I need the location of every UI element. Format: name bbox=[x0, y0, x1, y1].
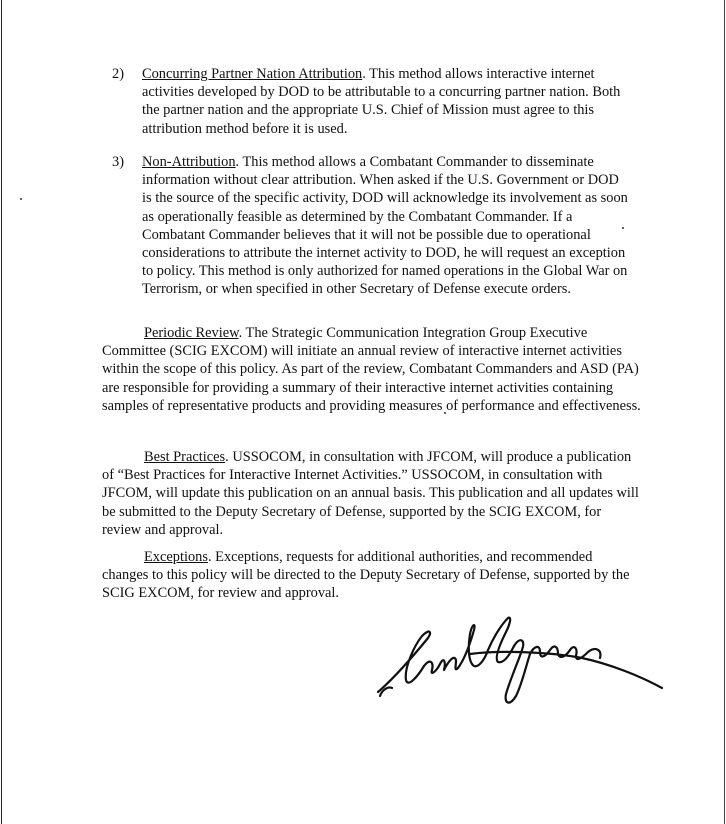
paragraph-body: . USSOCOM, in consultation with JFCOM, will produce a publication of “Best Practices for Interactive Internet Activities.” USSOCOM, in consultation with JFCOM, will update this publication on an annual basis. This publication and all updates will be submitted to the Deputy Secretary of Defense, supported by the SCIG EXCOM, for review and approval. bbox=[102, 449, 639, 538]
paragraph-exceptions bbox=[102, 548, 642, 603]
list-item-number: 2) bbox=[112, 66, 124, 82]
list-item-text bbox=[142, 153, 632, 299]
paragraph-heading: Exceptions bbox=[144, 549, 208, 565]
list-item-non-attribution bbox=[112, 153, 632, 299]
list-item-concurring-partner bbox=[112, 65, 632, 138]
paragraph-periodic-review bbox=[102, 324, 642, 415]
handwritten-signature bbox=[370, 610, 670, 730]
list-item-heading: Non-Attribution bbox=[142, 154, 236, 170]
scan-speck bbox=[20, 198, 22, 200]
paragraph-body: . Exceptions, requests for additional authorities, and recommended changes to this policy will be directed to the Deputy Secretary of Defense, supported by the SCIG EXCOM, for review and approval. bbox=[102, 549, 630, 602]
list-item-text bbox=[142, 65, 632, 138]
paragraph-heading: Best Practices bbox=[144, 449, 226, 465]
paragraph-heading: Periodic Review bbox=[144, 325, 239, 341]
paragraph-body: . The Strategic Communication Integration Group Executive Committee (SCIG EXCOM) will initiate an annual review of interactive internet activities within the scope of this policy. As part of the review, Combatant Commanders and ASD (PA) are responsible for providing a summary of their interactive internet activities containing samples of representative products and providing measures of performance and effectiveness. bbox=[102, 325, 641, 414]
list-item-body: . This method allows a Combatant Commander to disseminate information without clear attribution. When asked if the U.S. Government or DOD is the source of the specific activity, DOD will acknowledge its involvement as soon as operationally feasible as determined by the Combatant Commander. If a Combatant Commander believes that it will not be possible due to operational considerations to attribute the internet activity to DOD, he will request an exception to policy. This method is only authorized for named operations in the Global War on Terrorism, or when specified in other Secretary of Defense execute orders. bbox=[142, 154, 628, 298]
list-item-body: . This method allows interactive internet activities developed by DOD to be attributable to a concurring partner nation. Both the partner nation and the appropriate U.S. Chief of Mission must agree to this attribution method before it is used. bbox=[142, 66, 621, 137]
list-item-number: 3) bbox=[112, 154, 124, 170]
paragraph-best-practices bbox=[102, 448, 642, 539]
list-item-heading: Concurring Partner Nation Attribution bbox=[142, 66, 363, 82]
scan-edge-right bbox=[724, 0, 725, 824]
scan-edge-left bbox=[1, 0, 2, 824]
